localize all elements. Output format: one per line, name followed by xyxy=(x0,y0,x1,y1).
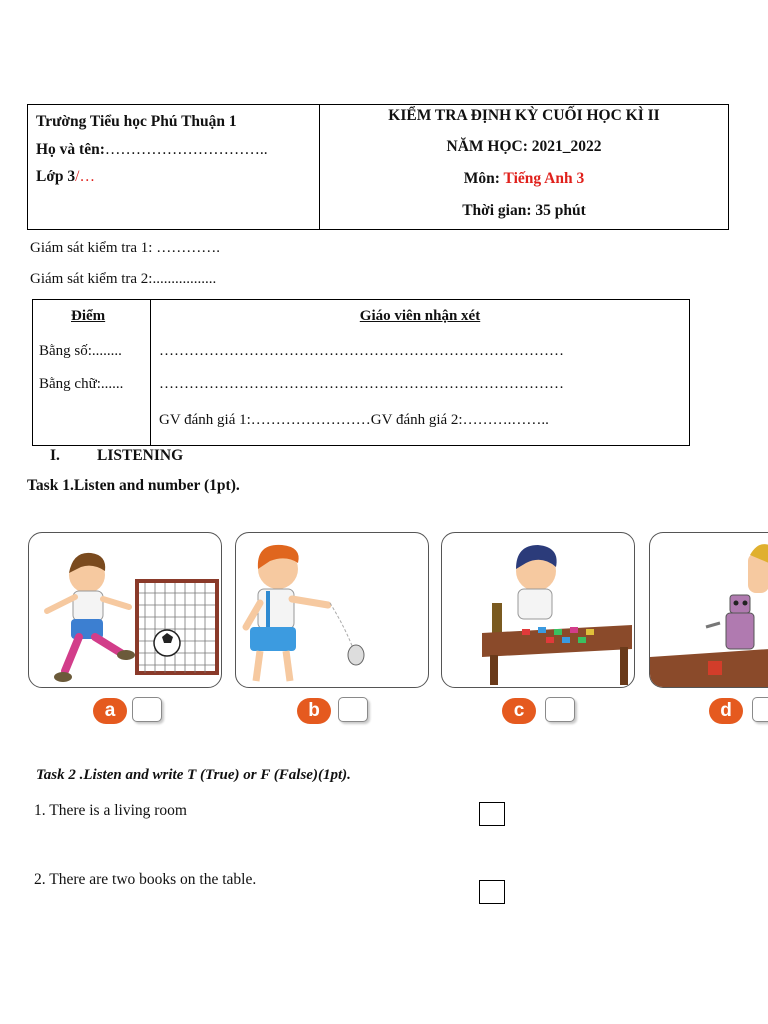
header-table xyxy=(27,104,729,230)
header-exam-info xyxy=(320,105,728,229)
option-b-badge: b xyxy=(297,698,331,724)
exam-time: Thời gian: 35 phút xyxy=(462,202,586,219)
school-year: NĂM HỌC: 2021_2022 xyxy=(446,138,602,155)
answer-box-d[interactable] xyxy=(752,697,768,722)
class-field[interactable] xyxy=(36,168,95,186)
score-by-words[interactable]: Bằng chữ:...... xyxy=(39,376,124,392)
class-label: Lớp 3 xyxy=(36,168,76,185)
task2-title: Task 2 .Listen and write T (True) or F (False)(1pt). xyxy=(36,767,351,783)
tf-box-2[interactable] xyxy=(479,880,505,904)
score-cell xyxy=(33,300,151,445)
class-suffix: /… xyxy=(75,168,95,185)
task1-title: Task 1.Listen and number (1pt). xyxy=(27,477,240,494)
question-2: 2. There are two books on the table. xyxy=(34,871,257,888)
question-1: 1. There is a living room xyxy=(34,802,187,819)
score-table xyxy=(32,299,690,446)
teacher-comment-title: Giáo viên nhận xét xyxy=(359,308,481,324)
answer-box-c[interactable] xyxy=(545,697,575,722)
evaluation-2[interactable]: GV đánh giá 2:……….…….. xyxy=(370,412,549,428)
option-a-badge: a xyxy=(93,698,127,724)
name-label: Họ và tên: xyxy=(36,141,105,158)
evaluation-1[interactable]: GV đánh giá 1:…………………… xyxy=(159,412,371,428)
comment-line-2[interactable]: ……………………………………………………………………… xyxy=(159,376,564,392)
score-by-number[interactable]: Bằng số:........ xyxy=(39,343,122,359)
picture-c-puzzle xyxy=(441,532,635,688)
exam-title: KIỂM TRA ĐỊNH KỲ CUỐI HỌC KÌ II xyxy=(388,107,660,124)
section-title: LISTENING xyxy=(97,447,184,464)
comment-line-1[interactable]: ……………………………………………………………………… xyxy=(159,343,564,359)
option-d-badge: d xyxy=(709,698,743,724)
student-name-field[interactable] xyxy=(36,141,268,159)
school-name: Trường Tiểu học Phú Thuận 1 xyxy=(36,113,237,130)
teacher-evaluation xyxy=(159,412,549,429)
section-number: I. xyxy=(50,447,60,464)
subject-label: Môn: xyxy=(463,170,504,187)
answer-box-b[interactable] xyxy=(338,697,368,722)
subject xyxy=(320,170,728,188)
supervisor-1[interactable]: Giám sát kiểm tra 1: …………. xyxy=(30,240,220,256)
supervisor-2[interactable]: Giám sát kiểm tra 2:................. xyxy=(30,271,217,287)
subject-value: Tiếng Anh 3 xyxy=(503,170,585,187)
picture-a-football xyxy=(28,532,222,688)
option-c-badge: c xyxy=(502,698,536,724)
tf-box-1[interactable] xyxy=(479,802,505,826)
header-student-info xyxy=(28,105,320,229)
answer-box-a[interactable] xyxy=(132,697,162,722)
picture-d-robot xyxy=(649,532,768,688)
score-title: Điểm xyxy=(71,308,106,324)
name-dots: ………………………….. xyxy=(104,141,268,158)
picture-b-yoyo xyxy=(235,532,429,688)
